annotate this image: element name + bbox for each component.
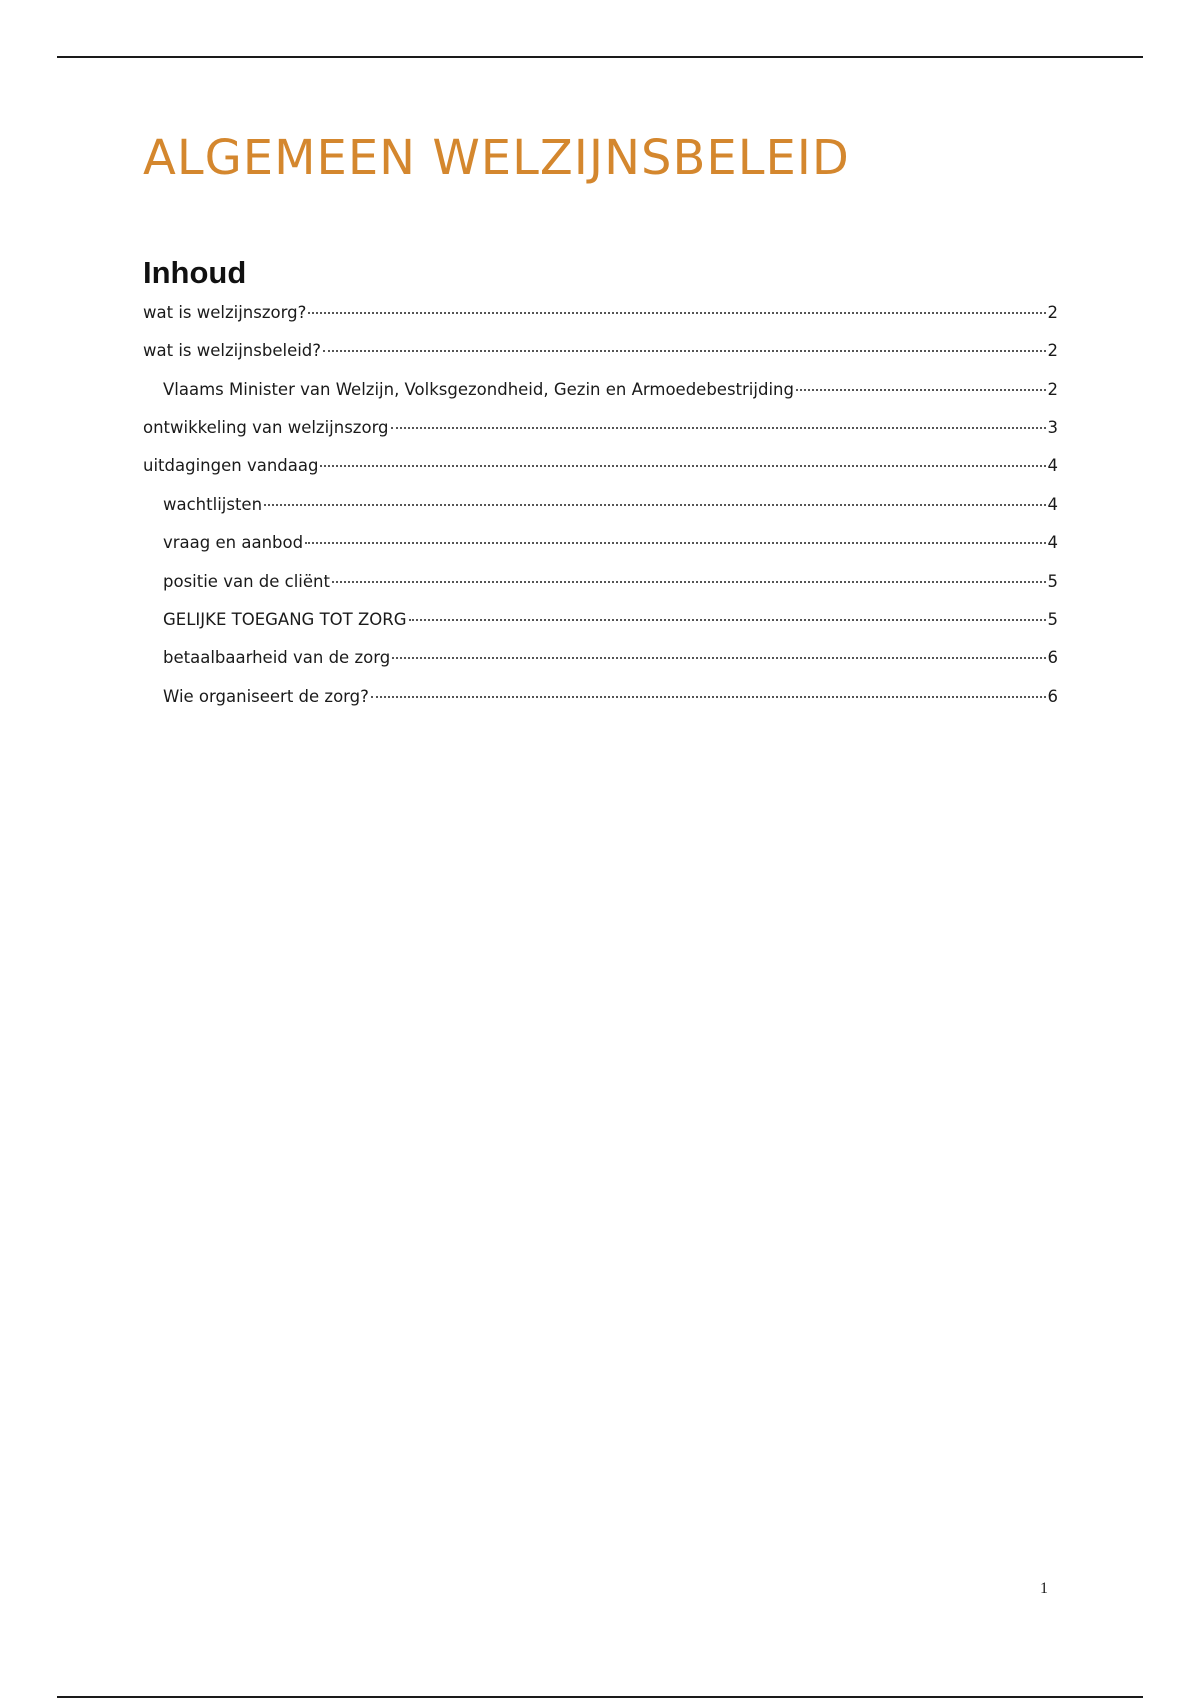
- document-title: ALGEMEEN WELZIJNSBELEID: [143, 130, 850, 186]
- toc-entry-label: Wie organiseert de zorg?: [163, 686, 369, 706]
- toc-entry-label: GELIJKE TOEGANG TOT ZORG: [163, 609, 407, 629]
- toc-entry-label: wat is welzijnszorg?: [143, 302, 307, 322]
- toc-dot-leader: [305, 542, 1045, 544]
- toc-entry[interactable]: [143, 610, 1058, 648]
- toc-dot-leader: [371, 696, 1046, 698]
- toc-entry-label: wachtlijsten: [163, 494, 263, 514]
- toc-entry[interactable]: [143, 380, 1058, 418]
- toc-entry-label: betaalbaarheid van de zorg: [163, 648, 391, 668]
- toc-entry[interactable]: [143, 456, 1058, 494]
- toc-dot-leader: [391, 427, 1046, 429]
- toc-dot-leader: [264, 504, 1045, 506]
- table-of-contents: [143, 303, 1058, 725]
- toc-entry-page: 5: [1047, 571, 1058, 591]
- toc-entry-page: 2: [1047, 379, 1058, 399]
- toc-entry-page: 6: [1047, 648, 1058, 668]
- toc-entry-page: 4: [1047, 533, 1058, 553]
- toc-entry[interactable]: [143, 687, 1058, 725]
- toc-heading: Inhoud: [143, 254, 247, 290]
- toc-entry[interactable]: [143, 495, 1058, 533]
- toc-entry-label: ontwikkeling van welzijnszorg: [143, 417, 389, 437]
- page-number: 1: [1040, 1580, 1048, 1597]
- toc-entry[interactable]: [143, 533, 1058, 571]
- toc-entry[interactable]: [143, 341, 1058, 379]
- toc-entry-label: vraag en aanbod: [163, 533, 304, 553]
- toc-entry-page: 6: [1047, 686, 1058, 706]
- footer-rule: [57, 1696, 1143, 1698]
- toc-dot-leader: [332, 581, 1046, 583]
- toc-entry-page: 4: [1047, 494, 1058, 514]
- toc-entry[interactable]: [143, 303, 1058, 341]
- toc-entry[interactable]: [143, 648, 1058, 686]
- header-rule: [57, 56, 1143, 58]
- toc-entry-label: uitdagingen vandaag: [143, 456, 319, 476]
- toc-dot-leader: [796, 389, 1046, 391]
- page-body: [143, 130, 1058, 725]
- toc-entry-page: 4: [1047, 456, 1058, 476]
- toc-entry-page: 2: [1047, 341, 1058, 361]
- toc-entry-page: 5: [1047, 609, 1058, 629]
- toc-dot-leader: [323, 350, 1045, 352]
- toc-entry-label: wat is welzijnsbeleid?: [143, 341, 322, 361]
- toc-entry-label: Vlaams Minister van Welzijn, Volksgezondheid, Gezin en Armoedebestrijding: [163, 379, 794, 399]
- toc-dot-leader: [409, 619, 1046, 621]
- toc-entry[interactable]: [143, 418, 1058, 456]
- toc-dot-leader: [308, 312, 1045, 314]
- toc-dot-leader: [392, 657, 1045, 659]
- toc-entry-page: 3: [1047, 417, 1058, 437]
- toc-entry-label: positie van de cliënt: [163, 571, 330, 591]
- toc-entry[interactable]: [143, 572, 1058, 610]
- toc-entry-page: 2: [1047, 302, 1058, 322]
- toc-dot-leader: [320, 465, 1045, 467]
